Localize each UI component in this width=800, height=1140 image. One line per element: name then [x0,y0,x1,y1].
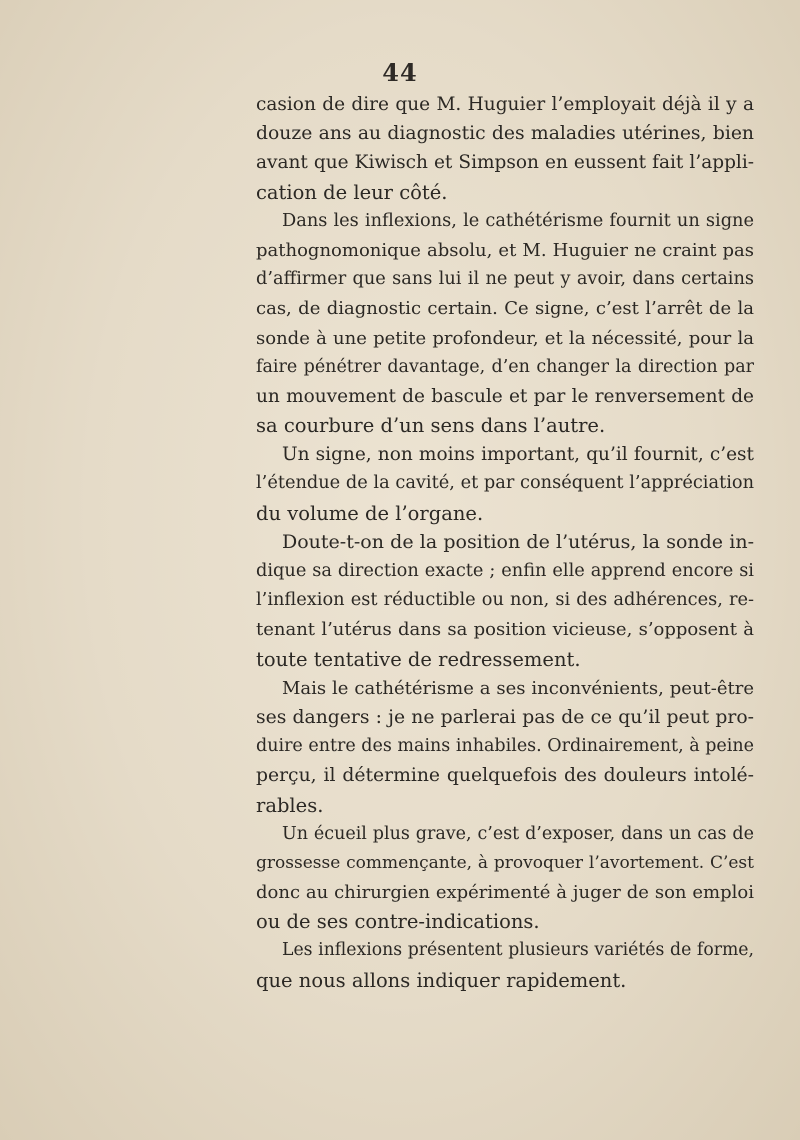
text-line: du volume de l’organe. [256,501,484,525]
text-line: faire pénétrer davantage, d’en changer la direction par [256,356,754,377]
text-line: toute tentative de redressement. [256,647,581,671]
text-line: Les inflexions présentent plusieurs variétés de forme, [282,940,754,961]
text-line: tenant l’utérus dans sa position vicieuse, s’opposent à [256,619,754,641]
text-line: un mouvement de bascule et par le renversement de [256,385,754,407]
text-line: d’affirmer que sans lui il ne peut y avoir, dans certains [256,269,754,290]
page-number: 44 [382,58,418,87]
text-line: casion de dire que M. Huguier l’employait déjà il y a [256,94,754,115]
text-line: grossesse commençante, à provoquer l’avortement. C’est [256,852,754,873]
text-line: sa courbure d’un sens dans l’autre. [256,414,606,438]
text-line: duire entre des mains inhabiles. Ordinairement, à peine [256,736,754,757]
text-line: Dans les inflexions, le cathétérisme fournit un signe [282,210,754,231]
text-line: que nous allons indiquer rapidement. [256,968,627,992]
text-line: perçu, il détermine quelquefois des douleurs intolé- [256,765,754,787]
text-line: donc au chirurgien expérimenté à juger de son emploi [256,882,754,904]
text-line: douze ans au diagnostic des maladies utérines, bien [256,123,754,145]
text-line: Mais le cathétérisme a ses inconvénients, peut-être [282,677,754,699]
text-line: sonde à une petite profondeur, et la nécessité, pour la [256,327,754,349]
text-line: pathognomonique absolu, et M. Huguier ne craint pas [256,239,754,261]
text-line: Un écueil plus grave, c’est d’exposer, dans un cas de [282,823,754,844]
text-line: rables. [256,793,324,817]
text-line: Un signe, non moins important, qu’il fournit, c’est [282,444,754,466]
text-line: ses dangers : je ne parlerai pas de ce qu’il peut pro- [256,706,754,728]
text-line: ou de ses contre-indications. [256,910,540,934]
text-line: dique sa direction exacte ; enfin elle apprend encore si [256,561,754,581]
text-line: cation de leur côté. [256,180,448,204]
text-line: cas, de diagnostic certain. Ce signe, c’est l’arrêt de la [256,298,754,320]
text-line: Doute-t-on de la position de l’utérus, la sonde in- [282,530,754,553]
text-line: l’étendue de la cavité, et par conséquent l’appréciation [256,473,754,494]
body-text [256,90,754,995]
text-line: l’inflexion est réductible ou non, si des adhérences, re- [256,590,754,611]
text-line: avant que Kiwisch et Simpson en eussent fait l’appli- [256,152,754,174]
